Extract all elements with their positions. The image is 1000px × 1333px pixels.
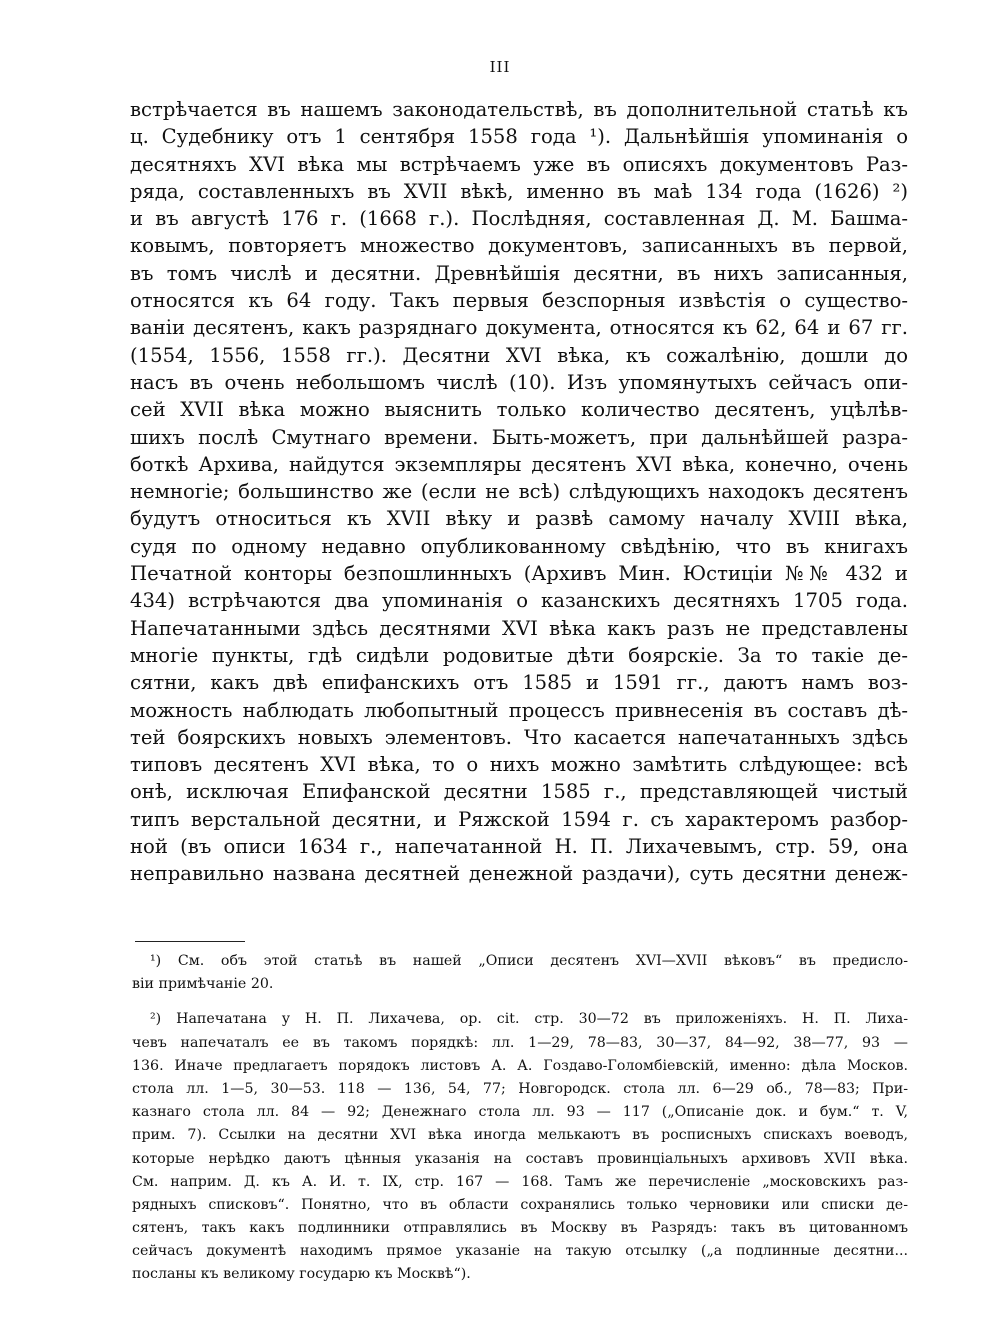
footnote-line: сейчасъ документѣ находимъ прямое указаніе на такую отсылку („а подлинные десятни... — [132, 1243, 908, 1260]
text-line: насъ въ очень небольшомъ числѣ (10). Изъ упомянутыхъ сейчасъ опи- — [130, 370, 908, 394]
footnote-line: посланы къ великому государю къ Москвѣ“). — [132, 1266, 471, 1283]
footnote-line: ¹) См. объ этой статьѣ въ нашей „Описи десятенъ XVI—XVII вѣковъ“ въ предисло- — [150, 953, 908, 969]
footnote-divider — [135, 941, 245, 942]
text-line: ковымъ, повторяетъ множество документовъ, записанныхъ въ первой, — [130, 234, 908, 258]
footnote-line: которые нерѣдко даютъ цѣнныя указанія на составъ провинціальныхъ архивовъ XVII вѣка. — [132, 1150, 908, 1167]
footnote-1 — [132, 950, 908, 996]
footnote-line: чевъ напечаталъ ее въ такомъ порядкѣ: лл. 1—29, 78—83, 30—37, 84—92, 38—77, 93 — — [132, 1034, 908, 1051]
text-line: ц. Судебнику отъ 1 сентября 1558 года ¹). Дальнѣйшія упоминанія о — [130, 125, 908, 149]
text-line: типъ верстальной десятни, и Ряжской 1594 г. съ характеромъ разбор- — [130, 807, 908, 831]
text-line: боткѣ Архива, найдутся экземпляры десятенъ XVI вѣка, конечно, очень — [130, 452, 908, 476]
text-line: десятняхъ XVI вѣка мы встрѣчаемъ уже въ описяхъ документовъ Раз- — [130, 152, 908, 176]
text-line: (1554, 1556, 1558 гг.). Десятни XVI вѣка, къ сожалѣнію, дошли до — [130, 343, 908, 367]
footnote-line: прим. 7). Ссылки на десятни XVI вѣка иногда мелькаютъ въ росписныхъ спискахъ воеводъ, — [132, 1127, 908, 1144]
text-line: ваніи десятенъ, какъ разряднаго документа, относятся къ 62, 64 и 67 гг. — [130, 316, 908, 340]
text-line: въ томъ числѣ и десятни. Древнѣйшія десятни, въ нихъ записанныя, — [130, 261, 908, 285]
footnote-line: віи примѣчаніе 20. — [132, 976, 274, 993]
footnotes — [132, 950, 908, 1287]
text-line: сей XVII вѣка можно выяснить только количество десятенъ, уцѣлѣв- — [130, 398, 908, 422]
footnote-line: стола лл. 1—5, 30—53. 118 — 136, 54, 77; Новгородск. стола лл. 6—29 об., 78—83; При- — [132, 1080, 908, 1097]
main-text — [130, 96, 908, 888]
text-line: судя по одному недавно опубликованному свѣдѣнію, что въ книгахъ — [130, 534, 908, 558]
footnote-line: сятенъ, такъ какъ подлинники отправлялись въ Москву въ Разрядъ: такъ въ цитованномъ — [132, 1220, 908, 1237]
text-line: сятни, какъ двѣ епифанскихъ отъ 1585 и 1591 гг., даютъ намъ воз- — [130, 671, 908, 695]
text-line: ряда, составленныхъ въ XVII вѣкѣ, именно въ маѣ 134 года (1626) ²) — [130, 179, 908, 203]
text-line: относятся къ 64 году. Такъ первыя безспорныя извѣстія о существо- — [130, 289, 908, 313]
text-line: будутъ относиться къ XVII вѣку и развѣ самому началу XVIII вѣка, — [130, 507, 908, 531]
text-line: можность наблюдать любопытный процессъ привнесенія въ составъ дѣ- — [130, 698, 908, 722]
text-line: тей боярскихъ новыхъ элементовъ. Что касается напечатанныхъ здѣсь — [130, 725, 908, 749]
footnote-gap — [132, 996, 908, 1008]
text-line: 434) встрѣчаются два упоминанія о казанскихъ десятняхъ 1705 года. — [130, 589, 908, 613]
text-line: и въ августѣ 176 г. (1668 г.). Послѣдняя, составленная Д. М. Башма- — [130, 207, 908, 231]
footnote-line: См. наприм. Д. къ А. И. т. IX, стр. 167 — 168. Тамъ же перечисленіе „московскихъ раз- — [132, 1173, 908, 1190]
footnote-line: ²) Напечатана у Н. П. Лихачева, op. cit. стр. 30—72 въ приложеніяхъ. Н. П. Лиха- — [150, 1011, 908, 1028]
page-number: III — [489, 58, 511, 76]
text-line: типовъ десятенъ XVI вѣка, то о нихъ можно замѣтить слѣдующее: всѣ — [130, 753, 908, 777]
text-line: Напечатанными здѣсь десятнями XVI вѣка какъ разъ не представлены — [130, 616, 908, 640]
text-line: многіе пункты, гдѣ сидѣли родовитые дѣти боярскіе. За то такіе де- — [130, 643, 908, 667]
text-line: немногіе; большинство же (если не всѣ) слѣдующихъ находокъ десятенъ — [130, 480, 908, 504]
footnote-line: 136. Иначе предлагаетъ порядокъ листовъ А. А. Гоздаво-Голомбіевскій, именно: дѣла Москов. — [132, 1057, 908, 1074]
text-line: встрѣчается въ нашемъ законодательствѣ, въ дополнительной статьѣ къ — [130, 98, 908, 121]
footnote-line: казнаго стола лл. 84 — 92; Денежнаго стола лл. 93 — 117 („Описаніе док. и бум.“ т. V, — [132, 1104, 908, 1121]
footnote-line: рядныхъ списковъ“. Понятно, что въ области сохранялись только черновики или списки де- — [132, 1196, 908, 1213]
text-line: онѣ, исключая Епифанской десятни 1585 г., представляющей чистый — [130, 780, 908, 804]
footnote-2 — [132, 1008, 908, 1286]
text-line: неправильно названа десятней денежной раздачи), суть десятни денеж- — [130, 862, 908, 886]
text-line: шихъ послѣ Смутнаго времени. Быть-можетъ, при дальнѣйшей разра- — [130, 425, 908, 449]
text-line: ной (въ описи 1634 г., напечатанной Н. П. Лихачевымъ, стр. 59, она — [130, 835, 908, 859]
text-line: Печатной конторы безпошлинныхъ (Архивъ Мин. Юстиціи №№ 432 и — [130, 562, 908, 586]
